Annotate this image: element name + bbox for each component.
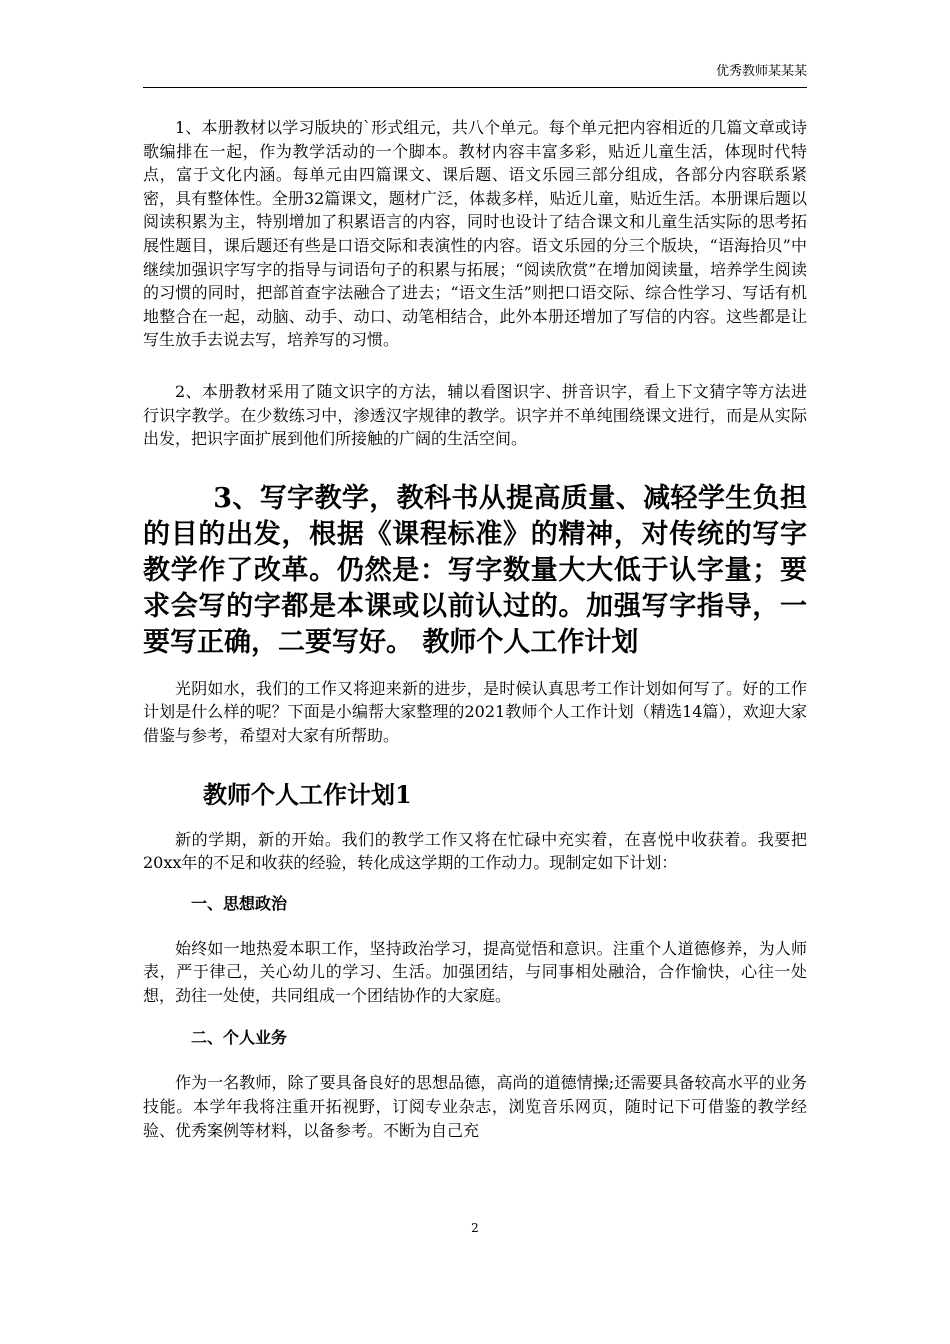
heading-business: 二、个人业务 [191,1028,288,1048]
paragraph-business: 作为一名教师，除了要具备良好的思想品德，高尚的道德情操;还需要具备较高水平的业务技能。本学年我将注重开拓视野，订阅专业杂志，浏览音乐网页，随时记下可借鉴的教学经验、优秀案例等材料，以备参考。不断为自己充 [143,1073,807,1140]
paragraph-new-semester: 新的学期，新的开始。我们的教学工作又将在忙碌中充实着，在喜悦中收获着。我要把20xx年的不足和收获的经验，转化成这学期的工作动力。现制定如下计划： [143,829,807,873]
paragraph-textbook-units: 1、本册教材以学习版块的`形式组元，共八个单元。每个单元把内容相近的几篇文章或诗歌编排在一起，作为教学活动的一个脚本。教材内容丰富多彩，贴近儿童生活，体现时代特点，富于文化内涵。每单元由四篇课文、课后题、语文乐园三部分组成，各部分内容联系紧密，具有整体性。全册32篇课文，题材广泛，体裁多样，贴近儿童，贴近生活。本册课后题以阅读积累为主，特别增加了积累语言的内容，同时也设计了结合课文和儿童生活实际的思考拓展性题目，课后题还有些是口语交际和表演性的内容。语文乐园的分三个版块，“语海拾贝”中继续加强识字写字的指导与词语句子的积累与拓展；“阅读欣赏”在增加阅读量，培养学生阅读的习惯的同时，把部首查字法融合了进去；“语文生活”则把口语交际、综合性学习、写话有机地整合在一起，动脑、动手、动口、动笔相结合，此外本册还增加了写信的内容。这些都是让写生放手去说去写，培养写的习惯。 [143,118,807,350]
heading-politics: 一、思想政治 [191,893,288,913]
paragraph-writing-reform: 3、写字教学，教科书从提高质量、减轻学生负担的目的出发，根据《课程标准》的精神，对传统的写字教学作了改革。仍然是：写字数量大大低于认字量；要求会写的字都是本课或以前认过的。加强写字指导，一要写正确，二要写好。 教师个人工作计划 [143,482,807,658]
header-divider [143,87,807,88]
paragraph-literacy-method: 2、本册教材采用了随文识字的方法，辅以看图识字、拼音识字，看上下文猜字等方法进行识字教学。在少数练习中，渗透汉字规律的教学。识字并不单纯围绕课文进行，而是从实际出发，把识字面扩展到他们所接触的广阔的生活空间。 [143,381,807,449]
document-body [143,116,807,1142]
paragraph-intro: 光阴如水，我们的工作又将迎来新的进步，是时候认真思考工作计划如何写了。好的工作计划是什么样的呢？下面是小编帮大家整理的2021教师个人工作计划（精选14篇），欢迎大家借鉴与参考，希望对大家有所帮助。 [143,678,807,745]
page-number: 2 [471,1221,479,1235]
section-title: 教师个人工作计划1 [203,779,412,809]
header-author: 优秀教师某某某 [715,64,807,79]
paragraph-politics: 始终如一地热爱本职工作，坚持政治学习，提高觉悟和意识。注重个人道德修养，为人师表，严于律己，关心幼儿的学习、生活。加强团结，与同事相处融洽，合作愉快，心往一处想，劲往一处使，共同组成一个团结协作的大家庭。 [143,938,807,1005]
